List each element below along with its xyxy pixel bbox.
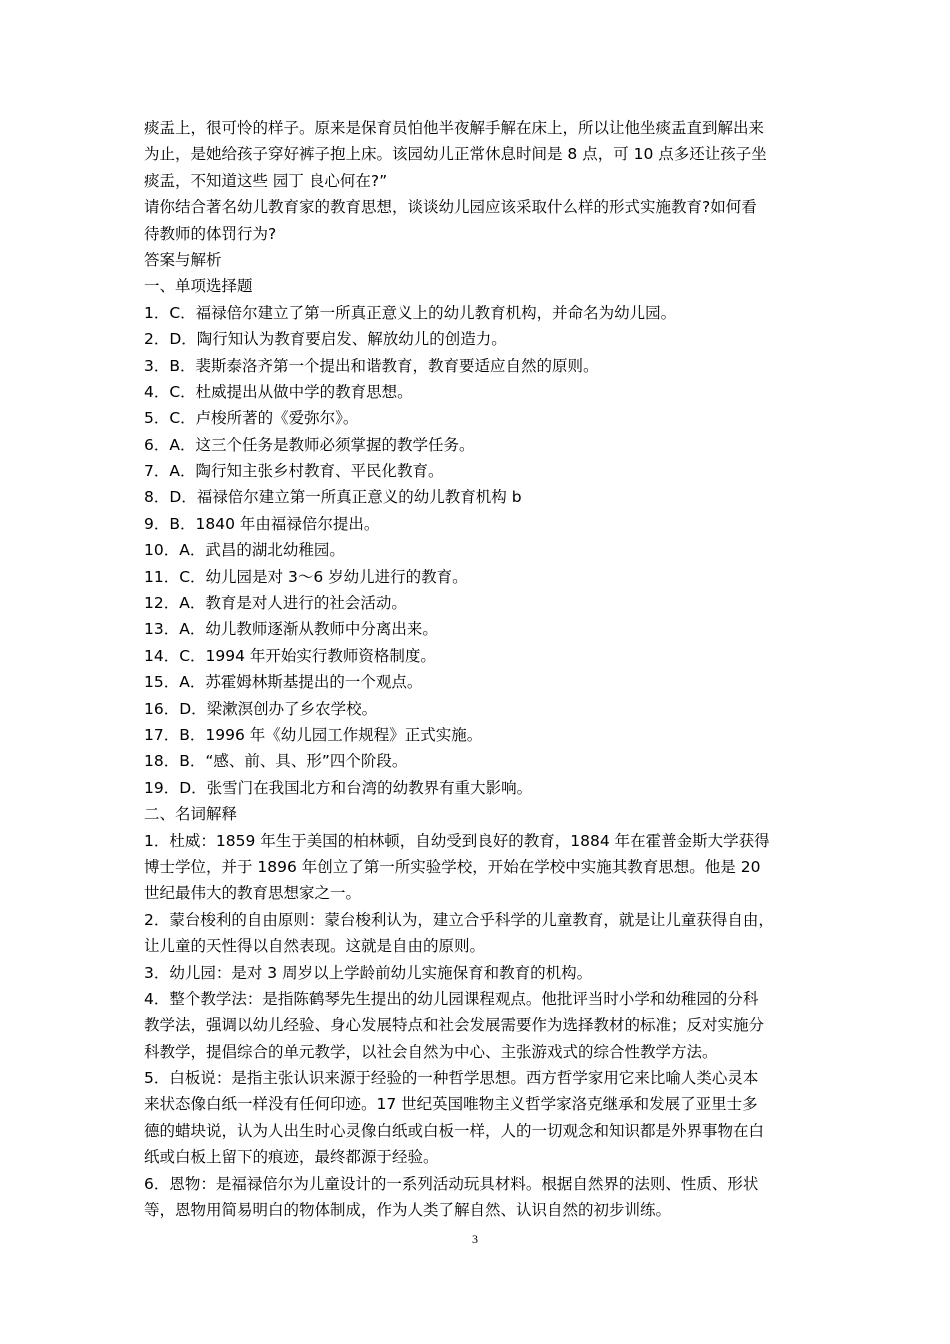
question-text: 待教师的体罚行为? — [144, 224, 277, 243]
definition-text: 5．白板说：是指主张认识来源于经验的一种哲学思想。西方哲学家用它来比喻人类心灵本 — [144, 1069, 759, 1088]
page-content — [144, 115, 810, 1223]
definition-text: 教学法，强调以幼儿经验、身心发展特点和社会发展需要作为选择教材的标准；反对实施分 — [144, 1016, 765, 1035]
definition-text: 博士学位，并于 1896 年创立了第一所实验学校，开始在学校中实施其教育思想。他是 20 — [144, 857, 761, 876]
definition-text: 科教学，提倡综合的单元教学，以社会自然为中心、主张游戏式的综合性教学方法。 — [144, 1042, 718, 1061]
definition-text: 1．杜威：1859 年生于美国的柏林顿，自幼受到良好的教育，1884 年在霍普金斯大学获得 — [144, 831, 770, 850]
section-heading: 二、名词解释 — [144, 805, 238, 824]
answer-item: 12．A．教育是对人进行的社会活动。 — [144, 594, 407, 613]
definition-text: 3．幼儿园：是对 3 周岁以上学龄前幼儿实施保育和教育的机构。 — [144, 963, 593, 982]
text-line: 痰盂上，很可怜的样子。原来是保育员怕他半夜解手解在床上，所以让他坐痰盂直到解出来 — [144, 119, 765, 137]
answer-item: 8．D．福禄倍尔建立第一所真正意义的幼儿教育机构 b — [144, 488, 522, 507]
answer-item: 4．C．杜威提出从做中学的教育思想。 — [144, 382, 413, 401]
text-line: 痰盂，不知道这些 园丁 良心何在?” — [144, 171, 388, 190]
definition-text: 来状态像白纸一样没有任何印迹。17 世纪英国唯物主义哲学家洛克继承和发展了亚里士多 — [144, 1095, 758, 1114]
definition-text: 让儿童的天性得以自然表现。这就是自由的原则。 — [144, 937, 486, 956]
answer-item: 15．A．苏霍姆林斯基提出的一个观点。 — [144, 673, 423, 692]
question-text: 请你结合著名幼儿教育家的教育思想，谈谈幼儿园应该采取什么样的形式实施教育?如何看 — [144, 198, 757, 217]
answer-item: 3．B．裴斯泰洛齐第一个提出和谐教育，教育要适应自然的原则。 — [144, 356, 599, 375]
answer-item: 14．C．1994 年开始实行教师资格制度。 — [144, 646, 436, 665]
definition-text: 4．整个教学法：是指陈鹤琴先生提出的幼儿园课程观点。他批评当时小学和幼稚园的分科 — [144, 989, 759, 1008]
answer-item: 17．B．1996 年《幼儿园工作规程》正式实施。 — [144, 725, 483, 744]
answer-item: 2．D．陶行知认为教育要启发、解放幼儿的创造力。 — [144, 330, 507, 349]
answer-item: 18．B．“感、前、具、形”四个阶段。 — [144, 752, 408, 771]
answer-item: 19．D．张雪门在我国北方和台湾的幼教界有重大影响。 — [144, 778, 533, 797]
answer-item: 16．D．梁漱溟创办了乡农学校。 — [144, 699, 378, 718]
definition-text: 等，恩物用简易明白的物体制成，作为人类了解自然、认识自然的初步训练。 — [144, 1201, 672, 1220]
definition-text: 纸或白板上留下的痕迹，最终都源于经验。 — [144, 1148, 439, 1167]
answer-item: 7．A．陶行知主张乡村教育、平民化教育。 — [144, 462, 444, 481]
text-line: 为止，是她给孩子穿好裤子抱上床。该园幼儿正常休息时间是 8 点，可 10 点多还让孩子坐 — [144, 145, 767, 164]
definition-text: 6．恩物：是福禄倍尔为儿童设计的一系列活动玩具材料。根据自然界的法则、性质、形状 — [144, 1174, 759, 1193]
answer-item: 1．C．福禄倍尔建立了第一所真正意义上的幼儿教育机构，并命名为幼儿园。 — [144, 303, 677, 322]
answer-item: 11．C．幼儿园是对 3～6 岁幼儿进行的教育。 — [144, 567, 468, 586]
answer-item: 9．B．1840 年由福禄倍尔提出。 — [144, 514, 380, 533]
page-number: 3 — [472, 1232, 478, 1246]
answer-item: 13．A．幼儿教师逐渐从教师中分离出来。 — [144, 620, 438, 639]
section-heading: 一、单项选择题 — [144, 277, 253, 296]
answer-item: 6．A．这三个任务是教师必须掌握的教学任务。 — [144, 435, 475, 454]
definition-text: 2．蒙台梭利的自由原则：蒙台梭利认为，建立合乎科学的儿童教育，就是让儿童获得自由， — [144, 910, 774, 929]
section-heading: 答案与解析 — [144, 250, 222, 269]
answer-item: 10．A．武昌的湖北幼稚园。 — [144, 541, 345, 560]
answer-item: 5．C．卢梭所著的《爱弥尔》。 — [144, 409, 359, 428]
definition-text: 德的蜡块说，认为人出生时心灵像白纸或白板一样，人的一切观念和知识都是外界事物在白 — [144, 1121, 765, 1140]
definition-text: 世纪最伟大的教育思想家之一。 — [144, 884, 362, 903]
